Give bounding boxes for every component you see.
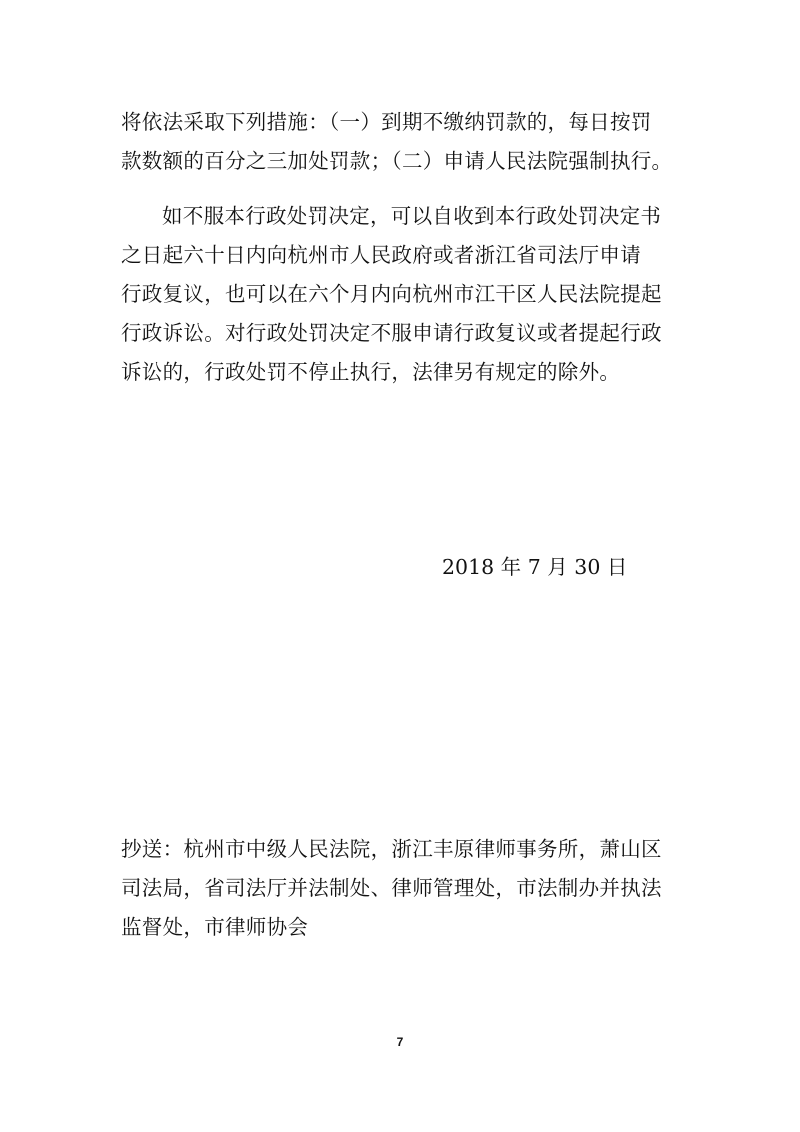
text-line: 监督处，市律师协会 — [121, 915, 309, 939]
text-line: 将依法采取下列措施：（一）到期不缴纳罚款的，每日按罚 — [121, 110, 652, 134]
text-line: 司法局，省司法厅并法制处、律师管理处，市法制办并执法 — [121, 876, 662, 900]
text-line: 之日起六十日内向杭州市人民政府或者浙江省司法厅申请 — [121, 243, 641, 267]
document-date: 2018 年 7 月 30 日 — [442, 555, 628, 579]
page-number: 7 — [396, 1035, 404, 1049]
text-line: 行政诉讼。对行政处罚决定不服申请行政复议或者提起行政 — [121, 321, 662, 345]
text-line: 诉讼的，行政处罚不停止执行，法律另有规定的除外。 — [121, 360, 621, 384]
text-line: 抄送：杭州市中级人民法院，浙江丰原律师事务所，萧山区 — [121, 837, 662, 861]
text-line: 如不服本行政处罚决定，可以自收到本行政处罚决定书 — [162, 204, 662, 228]
text-line: 款数额的百分之三加处罚款；（二）申请人民法院强制执行。 — [121, 149, 673, 173]
text-line: 行政复议，也可以在六个月内向杭州市江干区人民法院提起 — [121, 282, 662, 306]
